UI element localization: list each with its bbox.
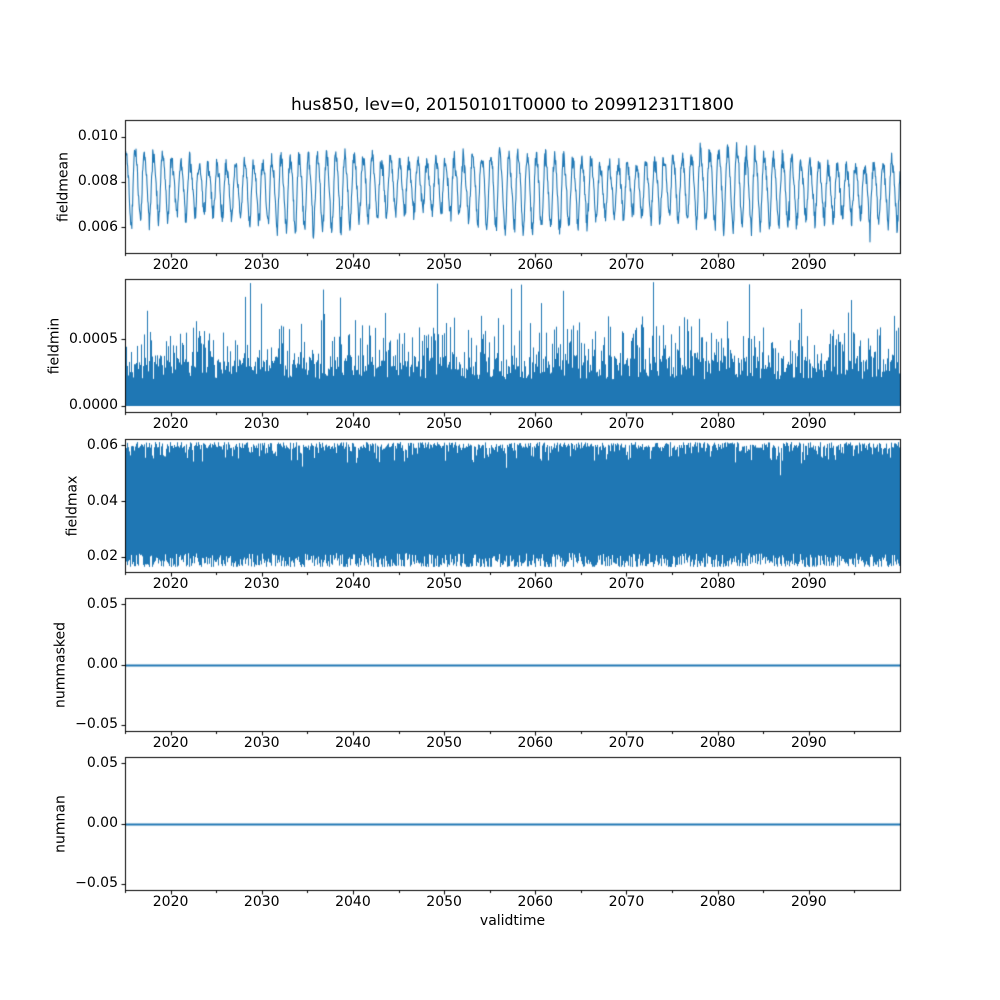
y-tick-label: 0.010 xyxy=(77,128,118,145)
x-tick-label: 2060 xyxy=(517,735,554,751)
x-tick-label: 2090 xyxy=(790,576,827,592)
y-tick-label: 0.05 xyxy=(86,754,118,771)
y-tick-label: 0.006 xyxy=(77,218,118,235)
x-tick-label: 2040 xyxy=(335,894,371,910)
y-axis-label-fieldmean: fieldmean xyxy=(55,151,72,222)
x-tick-label: 2020 xyxy=(152,576,189,592)
x-axis-label: validtime xyxy=(479,913,546,929)
x-tick-label: 2080 xyxy=(699,735,736,751)
x-tick-label: 2080 xyxy=(699,576,736,592)
y-tick-label: 0.0000 xyxy=(69,397,118,414)
y-tick-label: 0.00 xyxy=(86,656,118,672)
x-tick-label: 2040 xyxy=(335,257,371,273)
x-tick-label: 2080 xyxy=(699,894,736,910)
y-tick-label: −0.05 xyxy=(75,875,118,892)
x-tick-label: 2050 xyxy=(426,894,462,910)
x-tick-label: 2050 xyxy=(426,576,462,592)
x-tick-label: 2030 xyxy=(243,416,280,432)
x-tick-label: 2070 xyxy=(608,416,645,432)
y-tick-label: 0.00 xyxy=(86,815,118,831)
y-tick-label: 0.06 xyxy=(86,436,118,453)
x-tick-label: 2060 xyxy=(517,257,554,273)
x-tick-label: 2040 xyxy=(335,416,371,432)
x-tick-label: 2020 xyxy=(152,416,189,432)
chart-title: hus850, lev=0, 20150101T0000 to 20991231T1800 xyxy=(291,95,734,115)
y-axis-label-numnan: numnan xyxy=(52,794,69,853)
x-tick-label: 2060 xyxy=(517,416,554,432)
x-tick-label: 2080 xyxy=(699,257,736,273)
x-tick-label: 2060 xyxy=(517,894,554,910)
x-tick-label: 2080 xyxy=(699,416,736,432)
x-tick-label: 2030 xyxy=(243,576,280,592)
x-tick-label: 2070 xyxy=(608,576,645,592)
x-tick-label: 2070 xyxy=(608,257,645,273)
x-tick-label: 2050 xyxy=(426,735,462,751)
x-tick-label: 2020 xyxy=(152,735,189,751)
y-axis-label-fieldmin: fieldmin xyxy=(46,317,63,374)
y-tick-label: 0.05 xyxy=(86,595,118,612)
y-tick-label: 0.008 xyxy=(77,173,118,190)
x-tick-label: 2090 xyxy=(790,894,827,910)
x-tick-label: 2090 xyxy=(790,416,827,432)
y-tick-label: −0.05 xyxy=(75,716,118,733)
x-tick-label: 2050 xyxy=(426,416,462,432)
x-tick-label: 2030 xyxy=(243,735,280,751)
x-tick-label: 2020 xyxy=(152,894,189,910)
x-tick-label: 2020 xyxy=(152,257,189,273)
y-axis-label-fieldmax: fieldmax xyxy=(64,475,81,536)
y-axis-label-nummasked: nummasked xyxy=(52,621,69,708)
x-tick-label: 2090 xyxy=(790,257,827,273)
y-tick-label: 0.02 xyxy=(86,548,118,565)
y-tick-label: 0.0005 xyxy=(69,330,118,347)
x-tick-label: 2090 xyxy=(790,735,827,751)
y-tick-label: 0.04 xyxy=(86,492,118,509)
x-tick-label: 2040 xyxy=(335,735,371,751)
x-tick-label: 2030 xyxy=(243,894,280,910)
x-tick-label: 2060 xyxy=(517,576,554,592)
x-tick-label: 2030 xyxy=(243,257,280,273)
x-tick-label: 2050 xyxy=(426,257,462,273)
x-tick-label: 2070 xyxy=(608,735,645,751)
x-tick-label: 2070 xyxy=(608,894,645,910)
x-tick-label: 2040 xyxy=(335,576,371,592)
